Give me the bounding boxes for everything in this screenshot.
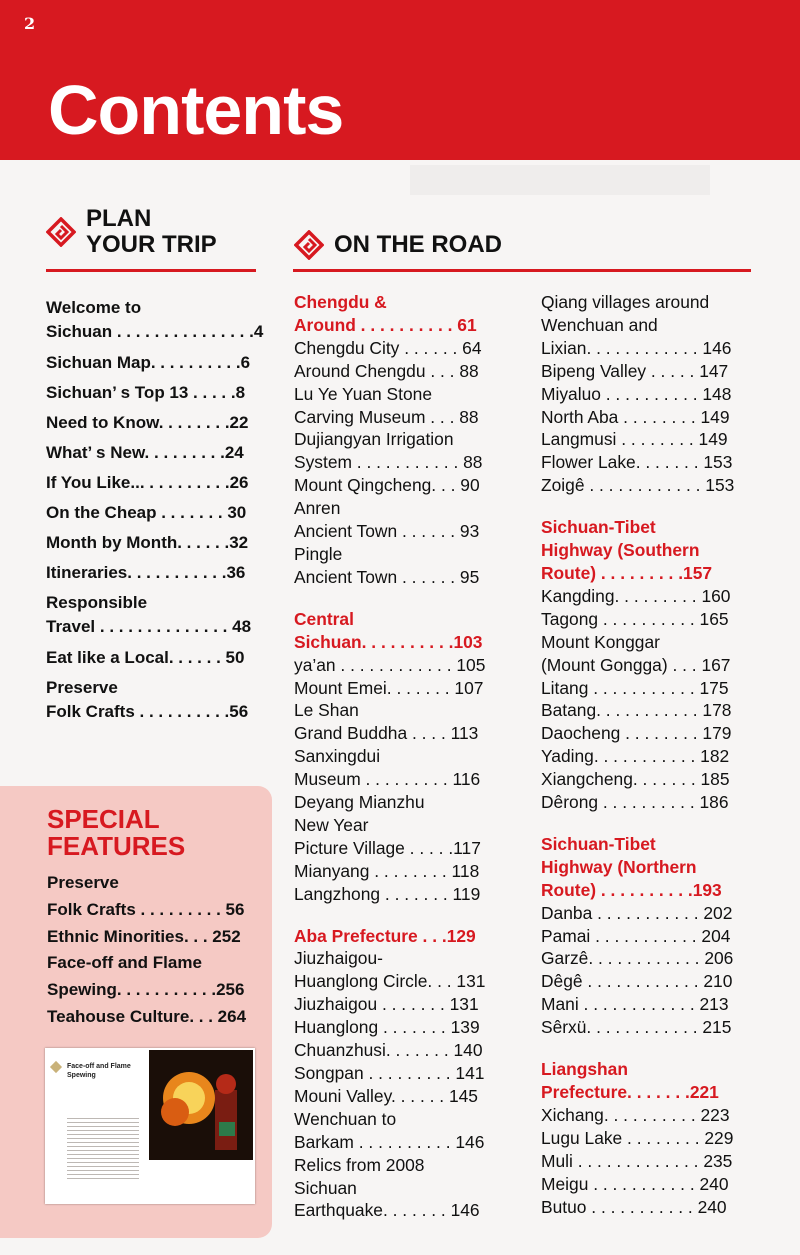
toc-entry[interactable]: Barkam . . . . . . . . . . 146 [294,1131,485,1152]
plan-item-line: Responsible [46,593,148,612]
plan-item-line: Sichuan . . . . . . . . . . . . . . .4 [46,322,264,341]
section-gap [541,1039,763,1058]
chapter-heading[interactable]: Highway (Southern [541,540,700,561]
plan-item[interactable] [46,646,250,669]
special-features-heading [47,806,185,860]
plan-item[interactable] [46,471,250,494]
plan-item[interactable] [46,351,250,374]
toc-entry[interactable]: Lixian. . . . . . . . . . . . 146 [541,337,732,358]
toc-entry[interactable]: Qiang villages around [541,292,710,312]
plan-item-line: Eat like a Local. . . . . . 50 [46,648,245,667]
feature-thumbnail [45,1048,255,1204]
toc-entry[interactable]: Huanglong Circle. . . 131 [294,971,486,992]
toc-entry[interactable]: Flower Lake. . . . . . . 153 [541,452,733,473]
toc-entry[interactable]: Miyaluo . . . . . . . . . . 148 [541,383,732,404]
toc-entry[interactable]: Mount Qingcheng. . . 90 [294,475,480,496]
toc-entry[interactable]: Lu Ye Yuan Stone [294,383,432,404]
road-divider [293,269,751,272]
toc-entry[interactable]: Muli . . . . . . . . . . . . . 235 [541,1150,733,1171]
toc-entry[interactable]: Pingle [294,543,343,564]
toc-entry[interactable]: Langzhong . . . . . . . 119 [294,883,481,904]
toc-entry[interactable]: Langmusi . . . . . . . . 149 [541,429,728,450]
plan-item-line: Welcome to [46,298,142,317]
special-item[interactable]: Face-off and Flame [47,953,202,973]
watermark-decoration [410,160,710,200]
road-column-2 [541,291,763,1218]
chapter-heading[interactable]: Central [294,608,354,629]
toc-entry[interactable]: Sêrxü. . . . . . . . . . . . 215 [541,1017,732,1038]
toc-entry[interactable]: Mianyang . . . . . . . . 118 [294,860,480,881]
chapter-heading[interactable]: Route) . . . . . . . . . .193 [541,879,722,900]
toc-entry[interactable]: New Year [294,814,369,835]
header-banner [0,0,800,160]
toc-entry[interactable]: Zoigê . . . . . . . . . . . . 153 [541,475,735,496]
toc-entry[interactable]: Mount Emei. . . . . . . 107 [294,677,484,698]
special-item[interactable]: Folk Crafts . . . . . . . . . 56 [47,899,245,919]
section-gap [541,497,763,516]
toc-entry[interactable]: Wenchuan and [541,314,658,335]
plan-item[interactable] [46,411,250,434]
toc-entry[interactable]: ya’an . . . . . . . . . . . . 105 [294,654,486,675]
toc-entry[interactable]: Picture Village . . . . .117 [294,837,481,858]
toc-entry[interactable]: Dêgê . . . . . . . . . . . . 210 [541,971,733,992]
plan-item-line: Sichuan’ s Top 13 . . . . .8 [46,383,246,402]
chapter-heading[interactable]: Liangshan [541,1059,628,1080]
plan-item-line: Travel . . . . . . . . . . . . . . 48 [46,617,252,636]
page-title: Contents [48,71,344,149]
toc-entry[interactable]: Sichuan [294,1177,357,1198]
special-list [47,870,251,1031]
toc-entry[interactable]: Relics from 2008 [294,1154,425,1175]
toc-entry[interactable]: Mouni Valley. . . . . . 145 [294,1085,478,1106]
plan-divider [46,269,256,272]
toc-entry[interactable]: Around Chengdu . . . 88 [294,360,479,381]
plan-item-line: Folk Crafts . . . . . . . . . .56 [46,702,249,721]
diamond-swirl-icon [49,1060,63,1074]
toc-entry[interactable]: Anren [294,498,341,519]
thumbnail-text-lines [67,1118,139,1182]
toc-entry[interactable]: Museum . . . . . . . . . 116 [294,769,481,790]
special-item[interactable]: Preserve [47,873,119,892]
thumbnail-title [67,1062,131,1080]
plan-heading [46,206,217,258]
chapter-heading[interactable]: Prefecture. . . . . . .221 [541,1082,719,1102]
chapter-heading[interactable]: Sichuan-Tibet [541,833,656,854]
plan-item-line: Sichuan Map. . . . . . . . . .6 [46,353,251,372]
flame-photo [149,1050,253,1160]
toc-entry[interactable]: Songpan . . . . . . . . . 141 [294,1063,485,1083]
special-item[interactable]: Teahouse Culture. . . 264 [47,1006,247,1026]
toc-entry[interactable]: Dêrong . . . . . . . . . . 186 [541,792,729,813]
toc-entry[interactable]: (Mount Gongga) . . . 167 [541,654,731,675]
plan-item-line: Need to Know. . . . . . . .22 [46,413,249,432]
road-column-1 [294,291,516,1222]
toc-entry[interactable]: Butuo . . . . . . . . . . . 240 [541,1196,727,1217]
toc-entry[interactable]: Pamai . . . . . . . . . . . 204 [541,925,731,946]
toc-entry[interactable]: Jiuzhaigou- [294,948,383,969]
toc-entry[interactable]: Deyang Mianzhu [294,792,425,813]
toc-entry[interactable]: Chuanzhusi. . . . . . . 140 [294,1040,483,1061]
toc-entry[interactable]: Daocheng . . . . . . . . 179 [541,723,732,744]
toc-entry[interactable]: Le Shan [294,700,359,721]
toc-entry[interactable]: Litang . . . . . . . . . . . 175 [541,677,729,698]
chapter-heading[interactable]: Around . . . . . . . . . . 61 [294,314,477,335]
toc-entry[interactable]: Mani . . . . . . . . . . . . 213 [541,994,729,1015]
toc-entry[interactable]: Danba . . . . . . . . . . . 202 [541,902,733,923]
plan-item-line: Preserve [46,678,118,697]
toc-entry[interactable]: Ancient Town . . . . . . 93 [294,521,480,542]
section-gap [294,906,516,925]
thumbnail-title-line2: Spewing [67,1072,96,1079]
toc-entry[interactable]: Garzê. . . . . . . . . . . . 206 [541,948,734,969]
toc-entry[interactable]: Lugu Lake . . . . . . . . 229 [541,1127,734,1148]
thumbnail-title-line1: Face-off and Flame [67,1063,131,1070]
plan-list [46,296,264,731]
chapter-heading[interactable]: Highway (Northern [541,856,697,877]
chapter-heading[interactable]: Aba Prefecture . . .129 [294,925,476,946]
section-gap [294,589,516,608]
toc-entry[interactable]: North Aba . . . . . . . . 149 [541,406,730,427]
toc-entry[interactable]: Ancient Town . . . . . . 95 [294,566,480,587]
page-number: 2 [24,14,36,33]
plan-item[interactable] [46,531,250,554]
toc-entry[interactable]: Meigu . . . . . . . . . . . 240 [541,1173,729,1194]
diamond-swirl-icon [294,230,324,260]
toc-entry[interactable]: Grand Buddha . . . . 113 [294,723,479,744]
special-heading-line1: SPECIAL [47,804,160,834]
toc-entry[interactable]: Bipeng Valley . . . . . 147 [541,360,729,381]
toc-entry[interactable]: Wenchuan to [294,1108,397,1129]
special-heading-line2: FEATURES [47,831,186,861]
toc-entry[interactable]: Tagong . . . . . . . . . . 165 [541,608,729,629]
toc-entry[interactable]: System . . . . . . . . . . . 88 [294,452,483,473]
special-item[interactable]: Spewing. . . . . . . . . . .256 [47,980,245,1000]
plan-item-line: On the Cheap . . . . . . . 30 [46,503,247,522]
toc-entry[interactable]: Dujiangyan Irrigation [294,429,454,450]
toc-entry[interactable]: Carving Museum . . . 88 [294,406,479,427]
plan-item[interactable] [46,676,250,724]
plan-item[interactable] [46,296,264,344]
toc-entry[interactable]: Jiuzhaigou . . . . . . . 131 [294,994,479,1015]
road-heading-label: ON THE ROAD [334,231,502,258]
plan-item[interactable] [46,561,250,584]
plan-item[interactable] [46,501,250,524]
toc-entry[interactable]: Yading. . . . . . . . . . . 182 [541,746,730,767]
plan-item-line: What’ s New. . . . . . . . .24 [46,443,244,462]
toc-entry[interactable]: Batang. . . . . . . . . . . 178 [541,700,732,721]
plan-heading-line2: YOUR TRIP [86,231,217,258]
toc-entry[interactable]: Mount Konggar [541,631,660,652]
special-item[interactable]: Ethnic Minorities. . . 252 [47,926,241,946]
chapter-heading[interactable]: Route) . . . . . . . . .157 [541,562,713,583]
plan-item[interactable] [46,591,250,639]
diamond-swirl-icon [46,217,76,247]
toc-entry[interactable]: Earthquake. . . . . . . 146 [294,1200,480,1221]
plan-heading-line1: PLAN [86,205,152,232]
chapter-heading[interactable]: Sichuan. . . . . . . . . .103 [294,631,483,652]
section-gap [541,814,763,833]
toc-entry[interactable]: Xichang. . . . . . . . . . 223 [541,1104,730,1125]
plan-item[interactable] [46,381,250,404]
chapter-heading[interactable]: Chengdu & [294,292,387,312]
plan-item-line: Month by Month. . . . . .32 [46,533,249,552]
toc-entry[interactable]: Kangding. . . . . . . . . 160 [541,585,731,606]
road-heading [294,230,502,260]
plan-item-line: If You Like... . . . . . . . . .26 [46,473,249,492]
toc-entry[interactable]: Sanxingdui [294,746,381,767]
chapter-heading[interactable]: Sichuan-Tibet [541,517,656,538]
toc-entry[interactable]: Xiangcheng. . . . . . . 185 [541,769,730,790]
plan-item-line: Itineraries. . . . . . . . . . .36 [46,563,246,582]
plan-item[interactable] [46,441,250,464]
toc-entry[interactable]: Huanglong . . . . . . . 139 [294,1017,480,1038]
toc-entry[interactable]: Chengdu City . . . . . . 64 [294,337,482,358]
